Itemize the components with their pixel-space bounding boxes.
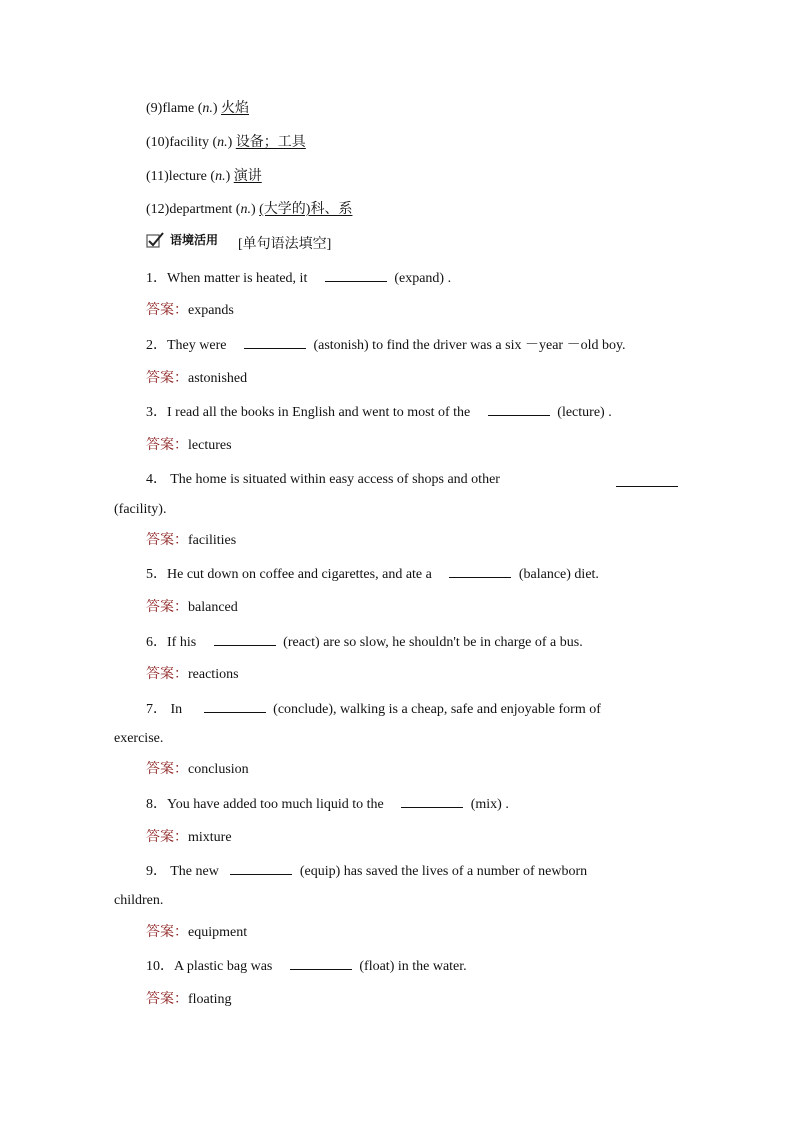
question-text: 8．You have added too much liquid to the [146, 797, 384, 812]
section-title: [单句语法填空] [238, 237, 332, 252]
answer-label: 答案： [146, 533, 188, 548]
vocab-paren: ) [227, 135, 236, 150]
answer-label: 答案： [146, 992, 188, 1007]
question-7-cont: exercise. [114, 731, 164, 746]
answer-blank [449, 565, 511, 578]
question-9-cont: children. [114, 893, 164, 908]
question-hint: (balance) diet. [518, 567, 599, 582]
answer-label: 答案： [146, 925, 188, 940]
vocab-item-12 [146, 201, 352, 219]
question-5 [146, 565, 599, 584]
answer-blank [401, 795, 463, 808]
answer-blank [290, 957, 352, 970]
answer-text: floating [188, 992, 232, 1007]
vocab-word: (9)flame ( [146, 101, 203, 116]
question-hint: (equip) has saved the lives of a number of newborn [299, 864, 588, 879]
vocab-item-10 [146, 134, 306, 152]
question-3 [146, 403, 612, 422]
vocab-meaning: (大学的)科、系 [259, 202, 353, 217]
vocab-paren: ) [225, 169, 234, 184]
answer-blank [244, 336, 306, 349]
answer-2 [146, 370, 247, 388]
vocab-meaning: 火焰 [221, 101, 250, 116]
answer-label: 答案： [146, 762, 188, 777]
answer-label: 答案： [146, 830, 188, 845]
answer-7 [146, 761, 249, 779]
question-text: 6．If his [146, 635, 197, 650]
question-hint: (mix) . [470, 797, 509, 812]
answer-text: lectures [188, 438, 232, 453]
answer-4 [146, 532, 236, 550]
answer-label: 答案： [146, 600, 188, 615]
answer-label: 答案： [146, 371, 188, 386]
answer-blank [325, 269, 387, 282]
question-6 [146, 633, 583, 652]
vocab-pos: n. [240, 202, 251, 217]
question-2 [146, 336, 626, 355]
answer-blank [616, 474, 678, 487]
answer-label: 答案： [146, 438, 188, 453]
answer-8 [146, 829, 232, 847]
question-text: 1．When matter is heated, it [146, 271, 308, 286]
question-hint: (astonish) to find the driver was a six －year －old boy. [313, 338, 626, 353]
vocab-meaning: 演讲 [233, 169, 262, 184]
answer-text: astonished [188, 371, 248, 386]
vocab-word: (11)lecture ( [146, 169, 216, 184]
answer-text: facilities [188, 533, 237, 548]
question-hint: (float) in the water. [359, 959, 467, 974]
question-8 [146, 795, 509, 814]
vocab-word: (12)department ( [146, 202, 241, 217]
question-hint: (react) are so slow, he shouldn't be in charge of a bus. [283, 635, 583, 650]
vocab-paren: ) [212, 101, 222, 116]
answer-text: equipment [188, 925, 248, 940]
question-text: 9． The new [146, 864, 219, 879]
vocab-word: (10)facility ( [146, 135, 218, 150]
question-hint: (conclude), walking is a cheap, safe and enjoyable form of [273, 702, 601, 717]
question-text: 5．He cut down on coffee and cigarettes, and ate a [146, 567, 432, 582]
question-text: 2．They were [146, 338, 227, 353]
vocab-meaning: 设备；工具 [235, 135, 306, 150]
answer-text: mixture [188, 830, 232, 845]
answer-blank [488, 403, 550, 416]
vocab-paren: ) [250, 202, 260, 217]
vocab-item-11 [146, 168, 262, 186]
question-7 [146, 700, 601, 719]
question-text: 7． In [146, 702, 183, 717]
answer-text: expands [188, 303, 234, 318]
answer-label: 答案： [146, 303, 188, 318]
question-4-cont: (facility). [114, 502, 167, 517]
checkmark-icon [146, 232, 164, 248]
answer-text: balanced [188, 600, 238, 615]
vocab-pos: n. [217, 135, 228, 150]
answer-text: reactions [188, 667, 239, 682]
answer-blank [230, 862, 292, 875]
answer-blank [214, 633, 276, 646]
answer-blank [204, 700, 266, 713]
answer-3 [146, 437, 232, 455]
question-1 [146, 269, 451, 288]
vocab-item-9 [146, 100, 249, 118]
answer-10 [146, 991, 232, 1009]
question-10 [146, 957, 467, 976]
question-4 [146, 471, 500, 489]
question-hint: (expand) . [394, 271, 452, 286]
answer-1 [146, 302, 234, 320]
vocab-pos: n. [202, 101, 213, 116]
vocab-pos: n. [215, 169, 226, 184]
answer-label: 答案： [146, 667, 188, 682]
question-text: 3．I read all the books in English and went to most of the [146, 405, 471, 420]
section-label: 语境活用 [170, 233, 219, 247]
answer-9 [146, 924, 247, 942]
question-hint: (lecture) . [557, 405, 612, 420]
question-text: 4． The home is situated within easy access of shops and other [146, 472, 500, 487]
question-text: 10．A plastic bag was [146, 959, 273, 974]
answer-6 [146, 666, 239, 684]
question-9 [146, 862, 587, 881]
answer-text: conclusion [188, 762, 249, 777]
answer-5 [146, 599, 238, 617]
